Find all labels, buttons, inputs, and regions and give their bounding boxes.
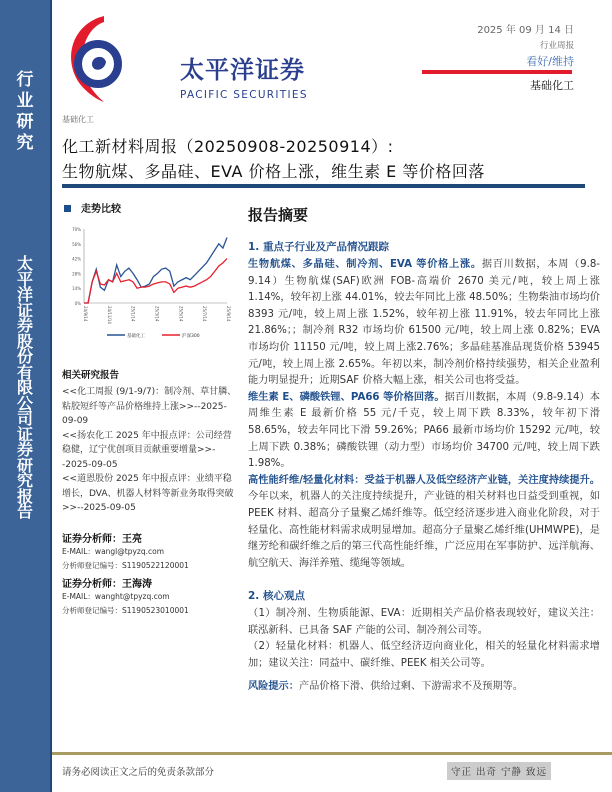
sidebar-company-report: 太平洋证券股份有限公司证券研究报告 [16,254,33,521]
x-tick-label: 25/5/14 [178,306,184,322]
summary-column [248,204,600,695]
risk-note: 风险提示：产品价格下滑、供给过剩、下游需求不及预期等。 [248,680,524,692]
breadcrumb: 基础化工 [62,115,94,124]
x-tick-label: 25/7/14 [202,306,208,322]
related-report[interactable]: <<道恩股份 2025 年中报点评：业绩平稳增长，DVA、机器人材料等新业务取得突破>>--2025-09-05 [62,474,234,513]
analyst-name: 证券分析师：王亮 [62,533,142,545]
analyst-name: 证券分析师：王海涛 [62,578,152,590]
industry: 基础化工 [530,79,574,92]
title-divider [62,184,585,188]
footer-disclaimer-note: 请务必阅读正文之后的免责条款部分 [62,767,215,778]
section-1-heading: 1. 重点子行业及产品情况跟踪 [248,241,389,253]
report-date: 2025 年 09 月 14 日 [477,25,574,36]
x-tick-label: 25/9/14 [226,306,231,322]
x-tick-label: 25/1/14 [130,306,136,322]
paragraph-fiber: 高性能纤维/轻量化材料：受益于机器人及低空经济产业链，关注度持续提升。今年以来，机器人的关注度持续提升，产业链的相关材料也日益受到重视，如PEEK 材料、超高分子量聚乙烯纤维等。低空经济逐步进入商业化阶段，对于轻量化、高性能材料需求成明显增加。超高分子量聚乙烯纤维(UHMWPE)，是继芳纶和碳纤维之后的第三代高性能纤维，广泛应用在军事防护、远洋航海、航空航天、海洋养殖、缆绳等领域。 [248,474,600,569]
y-tick-label: 0% [74,301,81,306]
sidebar-category: 行业研究 [16,70,34,153]
legend-label: 沪深300 [182,334,200,339]
view-2: （2）轻量化材料：机器人、低空经济迈向商业化，相关的轻量化材料需求增加；建议关注：同益中、碳纤维、PEEK 相关公司等。 [248,641,600,670]
section-2-heading: 2. 核心观点 [248,590,305,603]
series-line-沪深300 [84,259,227,303]
title-line-2: 生物航煤、多晶硅、EVA 价格上涨，维生素 E 等价格回落 [62,162,485,181]
footer-motto: 守正 出奇 宁静 致远 [447,762,551,780]
logo-en: PACIFIC SECURITIES [180,89,308,101]
logo-mark-icon [62,14,122,104]
series-line-基础化工 [84,237,227,303]
trend-heading: 走势比较 [64,200,237,215]
view-1: （1）制冷剂、生物质能源、EVA：近期相关产品价格表现较好，建议关注：联泓新科、已具备 SAF 产能的公司、制冷剂公司等。 [248,608,600,636]
paragraph-price-down: 维生素 E、磷酸铁锂、PA66 等价格回落。据百川数据，本周（9.8-9.14）本周维生素 E 最新价格 55 元/千克，较上周下跌 8.33%，较年初下滑 58.65%，较去年同比下滑 59.26%；PA66 最新市场均价 15292 元/吨，较上周下跌 0.38%；磷酸铁锂（动力型）市场均价 34700 元/吨，较上周下跌 1.98%。 [248,391,600,470]
square-bullet-icon [64,205,71,212]
title-line-1: 化工新材料周报（20250908-20250914）: [62,137,394,156]
paragraph-price-up: 生物航煤、多晶硅、制冷剂、EVA 等价格上涨。据百川数据，本周（9.8-9.14）生物航煤(SAF)欧洲 FOB-高端价 2670 美元/吨，较上周上涨 1.14%，较年初上涨 44.01%，较去年同比上涨 48.50%；生物柴油市场均价 8393 元/吨，较上周上涨 1.52%，较年初上涨 11.91%，较去年同比上涨 21.86%；；制冷剂 R32 市场均价 61500 元/吨，较上周上涨 0.82%；EVA 市场均价 11150 元/吨，较上周上涨2.76%；多晶硅基准品现货价格 53945 元/吨，较上周上涨 2.65%。年初以来，制冷剂价格持续强势，相关企业盈利能力明显提升；近期SAF 价格大幅上涨，相关公司也将受益。 [248,259,600,387]
sidebar-edge [50,0,52,792]
x-tick-label: 25/3/14 [154,306,160,322]
related-heading: 相关研究报告 [62,370,120,381]
y-tick-label: 56% [72,241,81,247]
y-tick-label: 42% [72,256,81,262]
analyst-email[interactable]: E-MAIL：wangl@tpyzq.com [62,546,165,556]
analyst-block [62,530,237,618]
x-tick-label: 24/11/14 [106,306,112,324]
report-type: 行业周报 [539,41,574,51]
footer-divider [52,752,612,755]
legend-label: 基础化工 [127,334,145,339]
y-tick-label: 70% [72,227,81,232]
x-tick-label: 24/9/14 [83,306,88,322]
left-column [62,196,237,618]
analyst-reg: 分析师登记编号：S1190522120001 [62,560,189,570]
analyst-email[interactable]: E-MAIL：wanght@tpyzq.com [62,591,170,601]
company-logo [62,14,308,104]
page-title [62,134,485,184]
y-tick-label: 14% [72,286,81,292]
rating: 看好/维持 [526,55,574,68]
trend-chart [62,223,237,343]
y-tick-label: 28% [72,271,81,277]
related-report[interactable]: <<化工周报 (9/1-9/7)：制冷剂、草甘膦、粘胶短纤等产品价格维持上涨>>--2025-09-09 [62,387,237,426]
related-report[interactable]: <<扬农化工 2025 年中报点评：公司经营稳健，辽宁优创项目贡献重要增量>>--2025-09-05 [62,430,232,470]
logo-cn: 太平洋证券 [180,56,305,84]
analyst-reg: 分析师登记编号：S1190523010001 [62,605,189,615]
header-red-bar [422,70,572,74]
summary-heading: 报告摘要 [248,206,309,224]
related-list [62,385,237,516]
